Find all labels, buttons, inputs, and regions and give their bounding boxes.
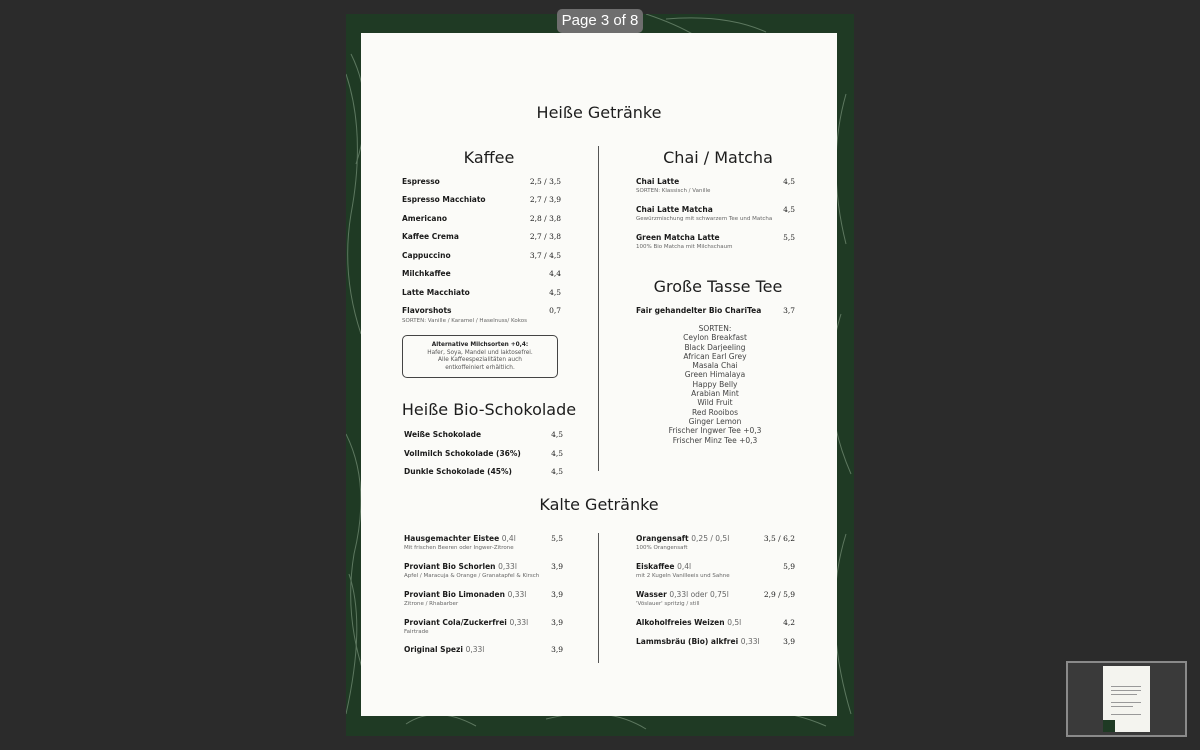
tea-variety: Arabian Mint [691, 389, 739, 399]
menu-item-name: Proviant Bio Schorlen 0,33l [404, 562, 517, 571]
page-thumbnail[interactable] [1066, 661, 1187, 737]
menu-item-name: Fair gehandelter Bio ChariTea [636, 306, 762, 315]
tea-varieties-list [625, 324, 805, 445]
menu-item-description: Apfel / Maracuja & Orange / Granatapfel & Kirsch [404, 573, 540, 579]
menu-item-description: mit 2 Kugeln Vanilleeis und Sahne [636, 573, 730, 579]
menu-item-price: 2,5 / 3,5 [529, 177, 561, 186]
menu-item-name: Eiskaffee 0,4l [636, 562, 692, 571]
menu-item-price: 4,5 [783, 205, 795, 214]
menu-item-description: Mit frischen Beeren oder Ingwer-Zitrone [404, 545, 514, 551]
tea-variety: Frischer Ingwer Tee +0,3 [668, 426, 762, 436]
menu-item-price: 2,8 / 3,8 [529, 214, 561, 223]
menu-item-price: 4,5 [551, 467, 563, 476]
note-title: Alternative Milchsorten +0,4: [431, 342, 529, 348]
menu-item-description: SORTEN: Klassisch / Vanille [636, 188, 711, 194]
menu-item-name: Chai Latte Matcha [636, 205, 713, 214]
menu-item-description: 100% Orangensaft [636, 545, 688, 551]
menu-item-name: Milchkaffee [402, 269, 451, 278]
menu-item-price: 2,7 / 3,9 [529, 195, 561, 204]
menu-item-name: Lammsbräu (Bio) alkfrei 0,33l [636, 637, 760, 646]
menu-item-name: Chai Latte [636, 177, 680, 186]
tea-variety: African Earl Grey [683, 351, 747, 361]
chai-heading: Chai / Matcha [663, 148, 773, 167]
menu-item-description: 100% Bio Matcha mit Milchschaum [636, 244, 733, 250]
tea-variety: Happy Belly [692, 379, 738, 389]
tea-variety: Red Rooibos [691, 407, 739, 417]
menu-item-price: 2,7 / 3,8 [529, 232, 561, 241]
menu-item-name: Vollmilch Schokolade (36%) [404, 449, 521, 458]
menu-item-name: Latte Macchiato [402, 288, 470, 297]
menu-item-price: 4,5 [549, 288, 561, 297]
thumbnail-page-preview [1103, 666, 1150, 732]
schokolade-heading: Heiße Bio-Schokolade [401, 400, 577, 419]
menu-item-name: Weiße Schokolade [404, 430, 482, 439]
menu-item-description: 'Vöslauer' spritzig / still [636, 601, 700, 607]
menu-item-description: Gewürzmischung mit schwarzem Tee und Matcha [636, 216, 773, 222]
menu-item-price: 4,2 [783, 618, 795, 627]
menu-item-name: Espresso [402, 177, 440, 186]
menu-item-name: Espresso Macchiato [402, 195, 486, 204]
tea-variety: Green Himalaya [684, 370, 746, 380]
page-indicator: Page 3 of 8 [557, 9, 643, 33]
menu-item-price: 3,9 [783, 637, 795, 646]
menu-item-name: Flavorshots [402, 306, 452, 315]
menu-page [361, 33, 837, 716]
menu-item-price: 3,9 [551, 590, 563, 599]
menu-item-description: Zitrone / Rhabarber [404, 601, 459, 607]
note-line: Hafer, Soya, Mandel und laktosefrei. [427, 349, 533, 356]
column-divider [598, 146, 599, 471]
tea-variety: Black Darjeeling [684, 342, 746, 352]
menu-item-price: 3,7 [783, 306, 795, 315]
tea-variety: Frischer Minz Tee +0,3 [672, 435, 758, 445]
hot-drinks-title: Heiße Getränke [536, 103, 662, 122]
column-divider [598, 533, 599, 663]
kaffee-heading: Kaffee [463, 148, 515, 167]
menu-item-price: 5,5 [783, 233, 795, 242]
tee-heading: Große Tasse Tee [653, 277, 783, 296]
menu-item-price: 2,9 / 5,9 [763, 590, 795, 599]
menu-item-price: 3,5 / 6,2 [763, 534, 795, 543]
menu-item-name: Original Spezi 0,33l [404, 645, 485, 654]
menu-item-description: SORTEN: Vanille / Karamel / Haselnuss/ Kokos [402, 318, 527, 324]
menu-item-name: Kaffee Crema [402, 232, 459, 241]
menu-item-price: 0,7 [549, 306, 561, 315]
menu-item-price: 3,9 [551, 645, 563, 654]
menu-item-name: Dunkle Schokolade (45%) [404, 467, 512, 476]
menu-item-name: Wasser 0,33l oder 0,75l [636, 590, 729, 599]
tea-variety: Ginger Lemon [688, 416, 742, 426]
menu-item-price: 3,9 [551, 618, 563, 627]
menu-item-price: 3,9 [551, 562, 563, 571]
menu-item-price: 4,4 [549, 269, 561, 278]
menu-item-price: 4,5 [551, 430, 563, 439]
menu-item-name: Hausgemachter Eistee 0,4l [404, 534, 516, 543]
menu-item-price: 5,5 [551, 534, 563, 543]
note-line: entkoffeiniert erhältlich. [445, 364, 515, 371]
tea-variety: Ceylon Breakfast [683, 333, 747, 343]
menu-item-name: Proviant Cola/Zuckerfrei 0,33l [404, 618, 529, 627]
milk-alternatives-note [402, 335, 558, 378]
tea-sorten-label: SORTEN: [698, 324, 732, 333]
tea-variety: Wild Fruit [697, 398, 733, 408]
tea-variety: Masala Chai [692, 361, 738, 371]
menu-item-name: Cappuccino [402, 251, 451, 260]
menu-item-name: Proviant Bio Limonaden 0,33l [404, 590, 527, 599]
menu-item-name: Americano [402, 214, 447, 223]
menu-item-name: Green Matcha Latte [636, 233, 720, 242]
menu-item-price: 3,7 / 4,5 [529, 251, 561, 260]
menu-item-price: 4,5 [551, 449, 563, 458]
menu-item-name: Alkoholfreies Weizen 0,5l [636, 618, 742, 627]
menu-item-price: 5,9 [783, 562, 795, 571]
note-line: Alle Kaffeespezialitäten auch [438, 357, 522, 363]
menu-item-price: 4,5 [783, 177, 795, 186]
menu-item-description: Fairtrade [404, 629, 429, 635]
cold-drinks-heading: Kalte Getränke [539, 495, 659, 514]
menu-item-name: Orangensaft 0,25 / 0,5l [636, 534, 730, 543]
